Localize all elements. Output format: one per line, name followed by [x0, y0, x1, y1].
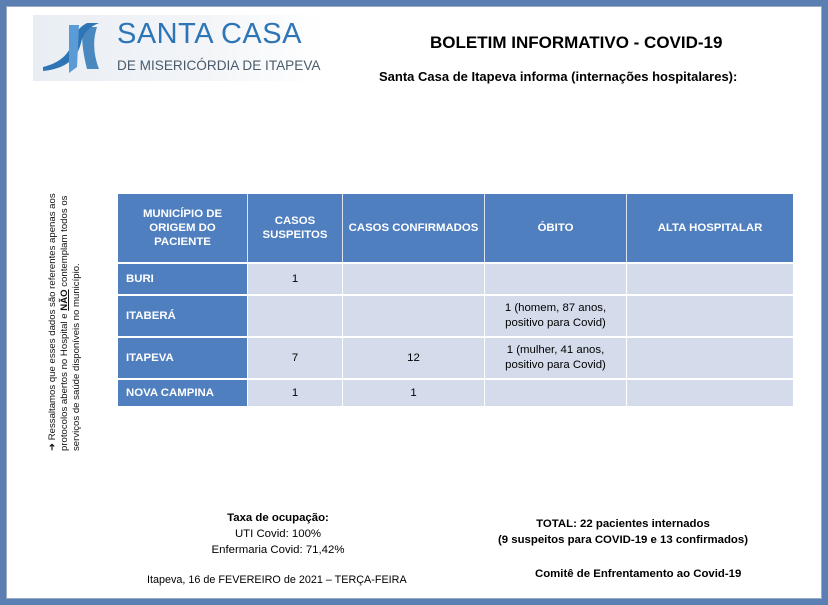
- cell-confirmados: [343, 262, 485, 294]
- cell-obito: [485, 262, 627, 294]
- occupancy-rate: [187, 510, 369, 558]
- page-title: BOLETIM INFORMATIVO - COVID-19: [430, 33, 723, 52]
- cell-municipio: ITABERÁ: [118, 294, 248, 336]
- cell-alta: [627, 294, 793, 336]
- logo-subtitle: DE MISERICÓRDIA DE ITAPEVA: [117, 58, 321, 73]
- bulletin-date: Itapeva, 16 de FEVEREIRO de 2021 – TERÇA-FEIRA: [147, 574, 407, 586]
- cell-alta: [627, 262, 793, 294]
- cases-table: [118, 194, 793, 406]
- total-line-1: TOTAL: 22 pacientes internados: [536, 518, 710, 530]
- table-row: [118, 262, 793, 294]
- cell-suspeitos: 1: [248, 378, 343, 406]
- header-confirmados: CASOS CONFIRMADOS: [343, 194, 485, 262]
- cell-obito: 1 (mulher, 41 anos, positivo para Covid): [485, 336, 627, 378]
- cell-confirmados: 12: [343, 336, 485, 378]
- cell-obito: [485, 378, 627, 406]
- table-row: [118, 378, 793, 406]
- cell-suspeitos: 1: [248, 262, 343, 294]
- cell-suspeitos: [248, 294, 343, 336]
- cell-municipio: ITAPEVA: [118, 336, 248, 378]
- page-subtitle: Santa Casa de Itapeva informa (internações hospitalares):: [379, 69, 738, 84]
- table-row: [118, 294, 793, 336]
- disclaimer-text-1: Ressaltamos que esses dados são referentes apenas aos protocolos abertos no Hospital e: [47, 193, 70, 451]
- header-alta: ALTA HOSPITALAR: [627, 194, 793, 262]
- hospital-emblem-icon: [39, 19, 105, 77]
- cell-municipio: NOVA CAMPINA: [118, 378, 248, 406]
- uti-rate: UTI Covid: 100%: [234, 528, 322, 540]
- occupancy-label: Taxa de ocupação:: [227, 512, 329, 524]
- cell-municipio: BURI: [118, 262, 248, 294]
- disclaimer-text-2: contemplam todos os serviços de saúde disponíveis no município.: [59, 195, 82, 451]
- arrow-icon: ➜: [47, 442, 58, 451]
- header-municipio: MUNICÍPIO DE ORIGEM DO PACIENTE: [118, 194, 248, 262]
- committee-signature: Comitê de Enfrentamento ao Covid-19: [535, 568, 742, 580]
- cell-suspeitos: 7: [248, 336, 343, 378]
- cell-confirmados: [343, 294, 485, 336]
- logo-title: SANTA CASA: [117, 18, 302, 50]
- total-summary: [475, 516, 771, 548]
- header-obito: ÓBITO: [485, 194, 627, 262]
- disclaimer-emphasis: NÃO: [59, 289, 70, 311]
- cell-alta: [627, 378, 793, 406]
- header-suspeitos: CASOS SUSPEITOS: [248, 194, 343, 262]
- enfermaria-rate: Enfermaria Covid: 71,42%: [211, 544, 345, 556]
- bulletin-page: [6, 6, 822, 599]
- santa-casa-logo: [33, 15, 325, 81]
- total-line-2: (9 suspeitos para COVID-19 e 13 confirmados): [497, 534, 749, 546]
- cell-obito: 1 (homem, 87 anos, positivo para Covid): [485, 294, 627, 336]
- cell-confirmados: 1: [343, 378, 485, 406]
- table-header-row: [118, 194, 793, 262]
- disclaimer-note: [47, 161, 83, 451]
- table-row: [118, 336, 793, 378]
- cell-alta: [627, 336, 793, 378]
